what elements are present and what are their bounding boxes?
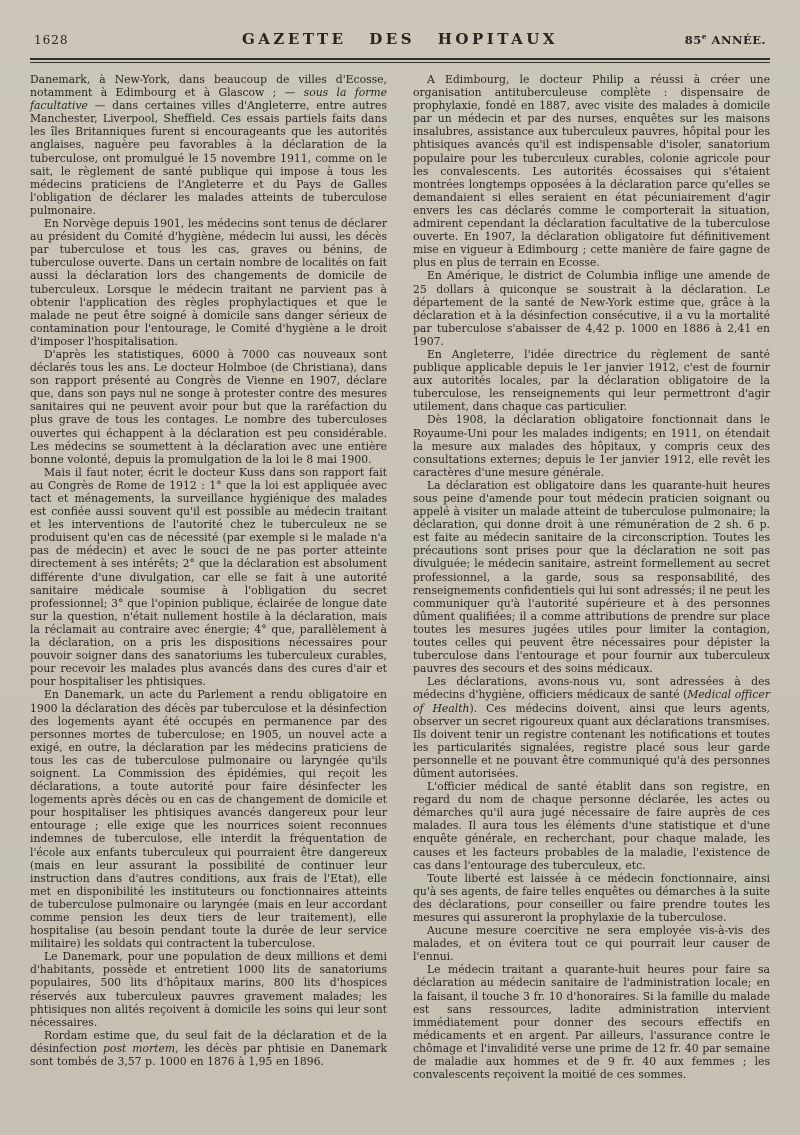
- body-text: Mais il faut noter, écrit le docteur Kuss dans son rapport fait au Congrès de Rome de 1912 : 1° que la loi est appliquée avec tact et ménagements, la surveillance hygiénique des malades est confiée aussi souvent qu'il est possible au médecin traitant et les interventions de l'autorité chez le tuberculeux ne se produisent qu'en cas de nécessité (par exemple si le malade n'a pas de médecin) et avec le souci de ne pas porter atteinte directement à ses intérêts; 2° que la déclaration est absolument différente d'une divulgation, car elle se fait à une autorité sanitaire médicale soumise à l'obligation du secret professionnel; 3° que l'opinion publique, éclairée de longue date sur la question, n'était nullement hostile à la déclaration, mais la réclamait au contraire avec énergie; 4° que, parallèlement à la déclaration, on a pris les dispositions nécessaires pour pouvoir soigner dans des sanatoriums les tuberculeux curables, pour recevoir les malades plus avancés dans des cures d'air et pour hospitaliser les phtisiques.: [30, 465, 387, 689]
- paragraph: [30, 950, 387, 1029]
- year-label: [685, 32, 766, 47]
- paragraph: [413, 963, 770, 1081]
- body-text: Le médecin traitant a quarante-huit heures pour faire sa déclaration au médecin sanitaire de l'administration locale; en la faisant, il touche 3 fr. 10 d'honoraires. Si la famille du malade est sans ressources, ladite administration intervient immédiatement pour donner des secours effectifs en médicaments et en argent. Par ailleurs, l'assurance contre le chômage et l'invalidité verse une prime de 12 fr. 40 par semaine de maladie aux hommes et de 9 fr. 40 aux femmes ; les convalescents reçoivent la moitié de ces sommes.: [413, 963, 770, 1082]
- paragraph: [30, 217, 387, 348]
- paragraph: [30, 348, 387, 466]
- body-text: Rordam estime que, du seul fait de la déclaration et de la désinfection: [30, 1028, 387, 1055]
- paragraph: [413, 269, 770, 348]
- body-text: D'après les statistiques, 6000 à 7000 cas nouveaux sont déclarés tous les ans. Le docteur Holmboe (de Christiana), dans son rapport présenté au Congrès de Vienne en 1907, déclare que, dans son pays nul ne songe à protester contre des mesures sanitaires qui ne peuvent avoir pour but que la raréfaction du plus grave de tous les contages. Le nombre des tuberculoses ouvertes qui échappent à la déclaration est peu considérable. Les médecins se soumettent à la déclaration avec une entière bonne volonté, depuis la promulgation de la loi le 8 mai 1900.: [30, 347, 387, 466]
- body-text: En Norvège depuis 1901, les médecins sont tenus de déclarer au président du Comité d'hygiène, médecin lui aussi, les décès par tuberculose et tous les cas, graves ou bénins, de tuberculose ouverte. Dans un certain nombre de localités on fait aussi la déclaration lors des changements de domicile de tuberculeux. Lorsque le médecin traitant ne parvient pas à obtenir l'application des règles prophylactiques et que le malade ne peut être soigné à domicile sans danger sérieux de contamination pour l'entourage, le Comité d'hygiène a le droit d'imposer l'hospitalisation.: [30, 217, 387, 348]
- italic-text: post mortem: [102, 1041, 176, 1055]
- masthead-rule: [30, 58, 770, 63]
- body-text: En Amérique, le district de Columbia inflige une amende de 25 dollars à quiconque se soustrait à la déclaration. Le département de la santé de New-York estime que, grâce à la déclaration et à la désinfection consécutive, il a vu la mortalité par tuberculose s'abaisser de 4,42 p. 1000 en 1886 à 2,41 en 1907.: [413, 269, 770, 348]
- paragraph: [413, 413, 770, 478]
- masthead: [30, 16, 770, 58]
- body-text: — dans certaines villes d'Angleterre, entre autres Manchester, Liverpool, Sheffield. Ces essais partiels faits dans les îles Britanniques furent si encourageants que les autorités anglaises, naguère peu favorables à la déclaration de la tuberculose, ont promulgué le 15 novembre 1911, comme on le sait, le règlement de santé publique qui impose à tous les médecins praticiens de l'Angleterre et du Pays de Galles l'obligation de déclarer les malades atteints de tuberculose pulmonaire.: [30, 99, 387, 217]
- paragraph: [30, 73, 387, 217]
- year-word: ANNÉE.: [711, 33, 766, 47]
- article-body: [30, 73, 770, 1081]
- paragraph: [413, 872, 770, 924]
- italic-text: sous la forme facultative: [30, 86, 387, 113]
- paragraph: [30, 688, 387, 950]
- body-text: En Angleterre, l'idée directrice du règlement de santé publique applicable depuis le 1er janvier 1912, c'est de fournir aux autorités locales, par la déclaration obligatoire de la tuberculose, les renseignements qui leur permettront d'agir utilement, dans chaque cas particulier.: [413, 347, 770, 414]
- body-text: Aucune mesure coercitive ne sera employée vis-à-vis des malades, et on évitera tout ce qui pourrait leur causer de l'ennui.: [413, 924, 770, 964]
- year-number: 85: [684, 33, 702, 47]
- paragraph: [413, 479, 770, 675]
- column-left: [30, 73, 387, 1068]
- body-text: Les déclarations, avons-nous vu, sont adressées à des médecins d'hygiène, officiers médicaux de santé (: [413, 675, 770, 702]
- journal-title: GAZETTE DES HOPITAUX: [241, 30, 558, 48]
- body-text: , les décès par phtisie en Danemark sont tombés de 3,57 p. 1000 en 1876 à 1,95 en 1896.: [30, 1041, 387, 1069]
- body-text: ). Ces médecins doivent, ainsi que leurs agents, observer un secret rigoureux quant aux déclarations transmises. Ils doivent tenir un registre contenant les notifications et toutes les particularités signalées, registre placé sous leur garde personnelle et ne pouvant être communiqué qu'à des personnes dûment autorisées.: [413, 701, 770, 780]
- italic-text: Medical officer of Health: [413, 688, 770, 715]
- body-text: En Danemark, un acte du Parlement a rendu obligatoire en 1900 la déclaration des décès par tuberculose et la désinfection des logements ayant été occupés en permanence par des personnes mortes de tuberculose; en 1905, un nouvel acte a exigé, en outre, la déclaration par les médecins praticiens de tous les cas de tuberculose pulmonaire ou laryngée qu'ils soignent. La Commission des épidémies, qui reçoit les déclarations, a toute autorité pour faire désinfecter les logements après décès ou en cas de changement de domicile et pour hospitaliser les phtisiques avancés dangereux pour leur entourage ; elle exige que les nourrices soient reconnues indemnes de tuberculose, elle interdit la fréquentation de l'école aux enfants tuberculeux qui pourraient être dangereux (mais en leur assurant la possibilité de continuer leur instruction dans d'autres conditions, aux frais de l'Etat), elle met en disponibilité les instituteurs ou fonctionnaires atteints de tuberculose pulmonaire ou laryngée (mais en leur accordant comme pension les deux tiers de leur traitement), elle hospitalise (au besoin pendant toute la durée de leur service militaire) les soldats qui contractent la tuberculose.: [30, 688, 387, 951]
- body-text: Danemark, à New-York, dans beaucoup de villes d'Ecosse, notamment à Edimbourg et à Glascow ; —: [30, 73, 387, 100]
- column-right: [413, 73, 770, 1081]
- paragraph: [30, 1029, 387, 1068]
- body-text: A Edimbourg, le docteur Philip a réussi à créer une organisation antituberculeuse complète : dispensaire de prophylaxie, fondé en 1887, avec visite des malades à domicile par un médecin et par des nurses, enquêtes sur les maisons insalubres, assistance aux tuberculeux pauvres, hôpital pour les phtisiques avancés qu'il est indispensable d'isoler, sanatorium populaire pour les tuberculeux curables, colonie agricole pour les convalescents. Les autorités écossaises qui s'étaient montrées longtemps opposées à la déclaration parce qu'elles se demandaient si elles seraient en état pécuniairement d'agir envers les cas déclarés comme le comporterait la situation, admirent cependant la déclaration facultative de la tuberculose ouverte. En 1907, la déclaration obligatoire fut définitivement mise en vigueur à Edimbourg ; cette manière de faire gagne de plus en plus de terrain en Ecosse.: [413, 73, 770, 270]
- paragraph: [413, 675, 770, 780]
- page-number: 1628: [34, 33, 69, 47]
- paragraph: [413, 348, 770, 413]
- year-sup: e: [701, 32, 707, 42]
- paragraph: [413, 780, 770, 872]
- paragraph: [30, 466, 387, 689]
- body-text: Le Danemark, pour une population de deux millions et demi d'habitants, possède et entretient 1000 lits de sanatoriums populaires, 500 lits d'hôpitaux marins, 800 lits d'hospices réservés aux tuberculeux pauvres gravement malades; les phtisiques non alités reçoivent à domicile les soins qui leur sont nécessaires.: [30, 950, 387, 1029]
- paragraph: [413, 73, 770, 269]
- paragraph: [413, 924, 770, 963]
- body-text: La déclaration est obligatoire dans les quarante-huit heures sous peine d'amende pour tout médecin praticien soignant ou appelé à visiter un malade atteint de tuberculose pulmonaire; la déclaration, qui donne droit à une rémunération de 2 sh. 6 p. est faite au médecin sanitaire de la circonscription. Toutes les précautions sont prises pour que la déclaration ne soit pas divulguée; le médecin sanitaire, astreint formellement au secret professionnel, a la garde, sous sa responsabilité, des renseignements confidentiels qui lui sont adressés; il ne peut les communiquer qu'à l'autorité supérieure et à des personnes dûment qualifiées; il a comme attributions de prendre sur place toutes les mesures jugées utiles pour limiter la contagion, toutes celles qui peuvent être nécessaires pour dépister la tuberculose dans l'entourage et pour fournir aux tuberculeux pauvres des secours et des soins médicaux.: [413, 478, 770, 676]
- body-text: L'officier médical de santé établit dans son registre, en regard du nom de chaque personne déclarée, les actes ou démarches qu'il aura jugé nécessaire de faire auprès de ces malades. Il aura tous les éléments d'une statistique et d'une enquête générale, en recherchant, pour chaque malade, les causes et les facteurs probables de la maladie, l'existence de cas dans l'entourage des tuberculeux, etc.: [413, 780, 770, 872]
- body-text: Dès 1908, la déclaration obligatoire fonctionnait dans le Royaume-Uni pour les malades indigents; en 1911, on étendait la mesure aux malades des hôpitaux, y compris ceux des consultations externes; depuis le 1er janvier 1912, elle revêt les caractères d'une mesure générale.: [413, 413, 770, 479]
- body-text: Toute liberté est laissée à ce médecin fonctionnaire, ainsi qu'à ses agents, de faire telles enquêtes ou démarches à la suite des déclarations, pour conseiller ou faire prendre toutes les mesures qui assureront la prophylaxie de la tuberculose.: [413, 871, 770, 924]
